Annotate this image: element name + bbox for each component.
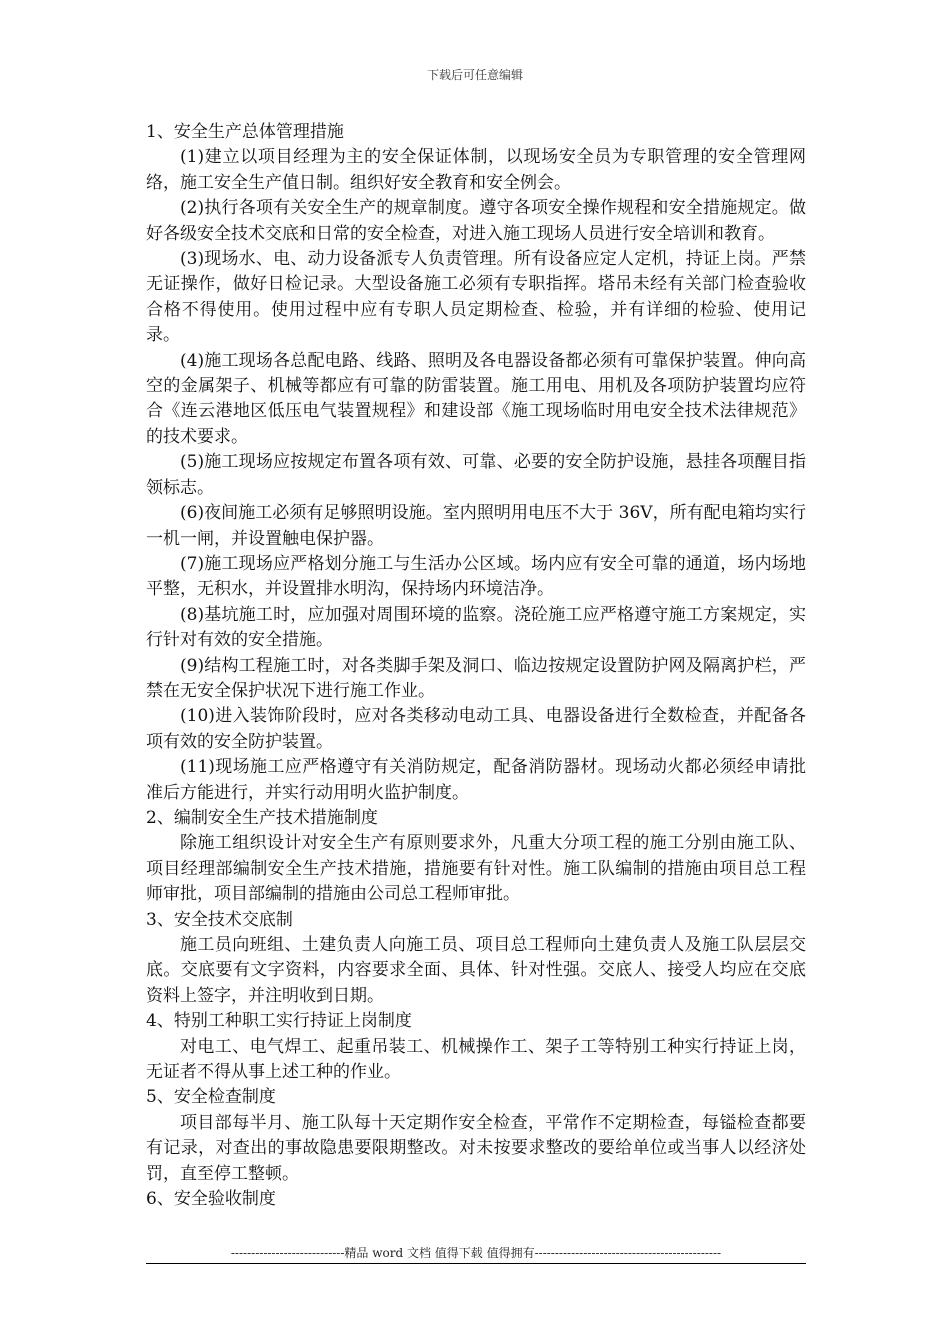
paragraph: (2)执行各项有关安全生产的规章制度。遵守各项安全操作规程和安全措施规定。做好各级安全技术交底和日常的安全检查，对进入施工现场人员进行安全培训和教育。 — [146, 198, 806, 244]
paragraph: (5)施工现场应按规定布置各项有效、可靠、必要的安全防护设施，悬挂各项醒目指领标志。 — [146, 452, 806, 498]
section-heading: 1、安全生产总体管理措施 — [146, 122, 344, 142]
paragraph: (11)现场施工应严格遵守有关消防规定，配备消防器材。现场动火都必须经申请批准后方能进行，并实行动用明火监护制度。 — [146, 757, 806, 803]
section-heading: 6、安全验收制度 — [146, 1189, 276, 1210]
paragraph: (4)施工现场各总配电路、线路、照明及各电器设备都必须有可靠保护装置。伸向高空的金属架子、机械等都应有可靠的防雷装置。施工用电、用机及各项防护装置均应符合《连云港地区低压电气装置规程》和建设部《施工现场临时用电安全技术法律规范》的技术要求。 — [146, 350, 806, 447]
paragraph: 对电工、电气焊工、起重吊装工、机械操作工、架子工等特别工种实行持证上岗，无证者不得从事上述工种的作业。 — [146, 1036, 806, 1083]
paragraph: (6)夜间施工必须有足够照明设施。室内照明用电压不大于 36V，所有配电箱均实行一机一闸，并设置触电保护器。 — [146, 503, 806, 549]
paragraph: (10)进入装饰阶段时，应对各类移动电动工具、电器设备进行全数检查，并配备各项有效的安全防护装置。 — [146, 706, 806, 752]
page-header: 下载后可任意编辑 — [426, 68, 523, 82]
paragraph: (1)建立以项目经理为主的安全保证体制，以现场安全员为专职管理的安全管理网络，施工安全生产值日制。组织好安全教育和安全例会。 — [146, 147, 806, 193]
paragraph: 项目部每半月、施工队每十天定期作安全检查，平常作不定期检查，每镒检查都要有记录，对查出的事故隐患要限期整改。对未按要求整改的要给单位或当事人以经济处罚，直至停工整顿。 — [146, 1112, 806, 1184]
section-heading: 4、特别工种职工实行持证上岗制度 — [146, 1011, 412, 1032]
footer-divider — [146, 1263, 806, 1264]
paragraph: (9)结构工程施工时，对各类脚手架及洞口、临边按规定设置防护网及隔离护栏，严禁在无安全保护状况下进行施工作业。 — [146, 655, 806, 701]
paragraph: (8)基坑施工时，应加强对周围环境的监察。浇砼施工应严格遵守施工方案规定，实行针对有效的安全措施。 — [146, 604, 806, 651]
document-body — [146, 120, 806, 1212]
paragraph: 除施工组织设计对安全生产有原则要求外，凡重大分项工程的施工分别由施工队、项目经理部编制安全生产技术措施，措施要有针对性。施工队编制的措施由项目总工程师审批，项目部编制的措施由公司总工程师审批。 — [146, 833, 806, 905]
page-footer: ----------------------------精品 word 文档 值得下载 值得拥有---------------------------------------------- — [230, 1246, 722, 1260]
section-heading: 5、安全检查制度 — [146, 1087, 276, 1108]
section-heading: 3、安全技术交底制 — [146, 909, 293, 930]
paragraph: (3)现场水、电、动力设备派专人负责管理。所有设备应定人定机，持证上岗。严禁无证操作，做好日检记录。大型设备施工必须有专职指挥。塔吊未经有关部门检查验收合格不得使用。使用过程中应有专职人员定期检查、检验，并有详细的检验、使用记录。 — [146, 249, 806, 346]
paragraph: 施工员向班组、土建负责人向施工员、项目总工程师向土建负责人及施工队层层交底。交底要有文字资料，内容要求全面、具体、针对性强。交底人、接受人均应在交底资料上签字，并注明收到日期。 — [146, 935, 806, 1006]
paragraph: (7)施工现场应严格划分施工与生活办公区域。场内应有安全可靠的通道，场内场地平整，无积水，并设置排水明沟，保持场内环境洁净。 — [146, 553, 806, 600]
section-heading: 2、编制安全生产技术措施制度 — [146, 807, 378, 828]
